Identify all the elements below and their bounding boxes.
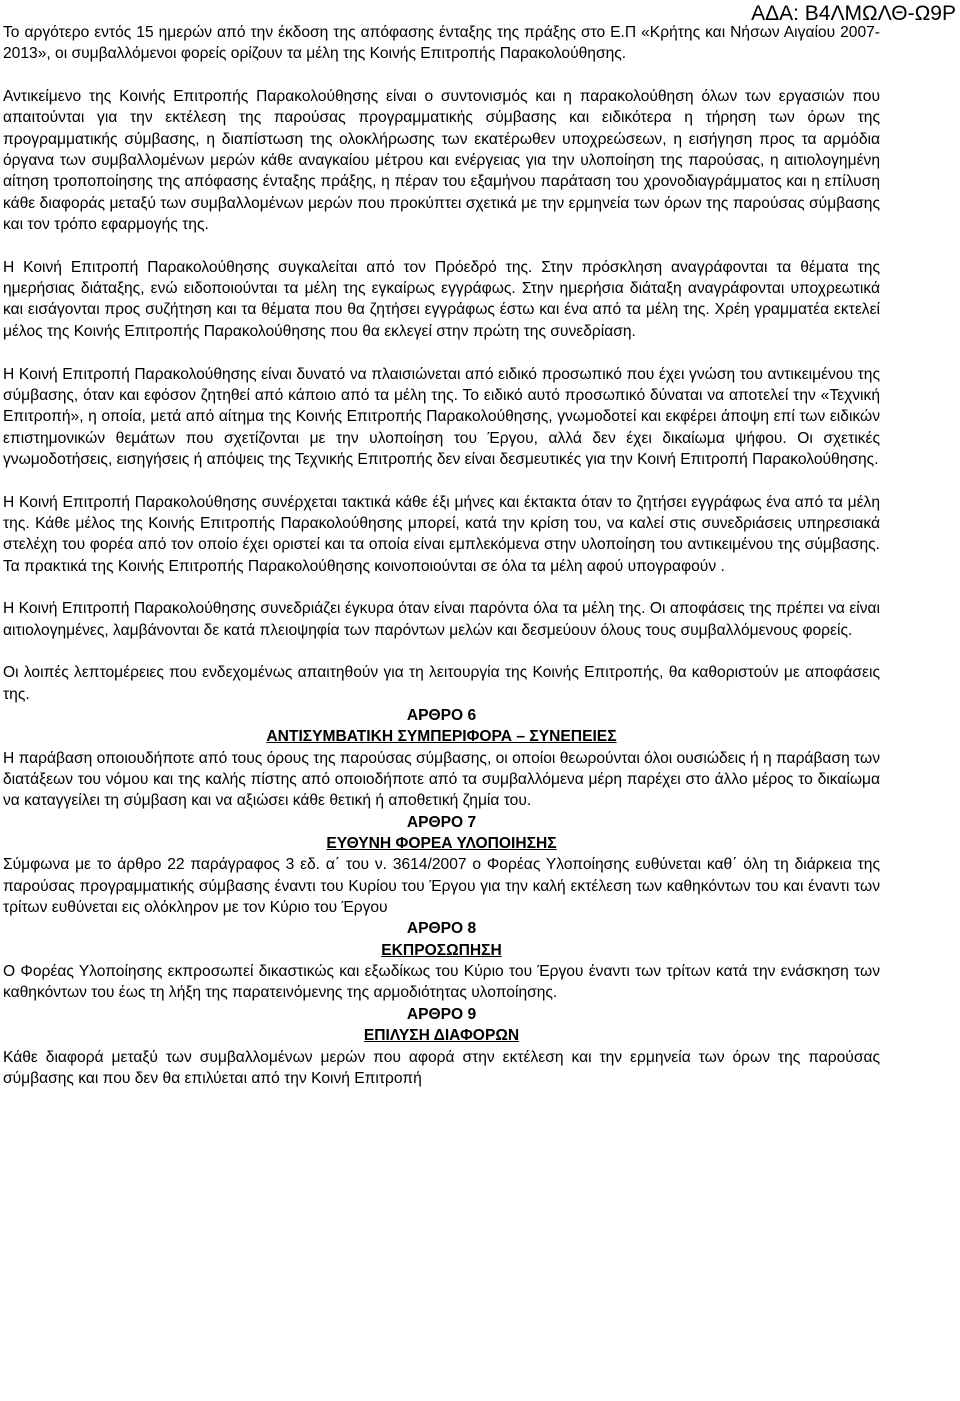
paragraph: Η Κοινή Επιτροπή Παρακολούθησης συγκαλείται από τον Πρόεδρό της. Στην πρόσκληση αναγράφονται τα θέματα της ημερήσιας διάταξης, ενώ ειδοποιούνται τα μέλη της εγκαίρως εγγράφως. Στην ημερήσια διάταξη αναγράφονται υποχρεωτικά και εισάγονται προς συζήτηση και τα θέματα που θα ζητήσει εγγράφως έστω και ένα από τα μέλη της. Χρέη γραμματέα εκτελεί μέλος της Κοινής Επιτροπής Παρακολούθησης που θα εκλεγεί στην πρώτη της συνεδρίαση.: [3, 258, 880, 340]
article-7-heading: ΕΥΘΥΝΗ ΦΟΡΕΑ ΥΛΟΠΟΙΗΣΗΣ: [326, 835, 557, 853]
ada-code: ΑΔΑ: Β4ΛΜΩΛΘ-Ω9Ρ: [751, 2, 956, 25]
article-6-text: Η παράβαση οποιουδήποτε από τους όρους της παρούσας σύμβασης, οι οποίοι θεωρούνται όλοι ουσιώδεις ή η παράβαση των διατάξεων του νόμου και της καλής πίστης από οποιοδήποτε από τα συμβαλλόμενα μέρη παρέχει στο άλλο μέρος το δικαίωμα να καταγγείλει τη σύμβαση και να αξιώσει κάθε θετική ή αποθετική ζημία του.: [3, 749, 880, 810]
article-7-title: ΑΡΘΡΟ 7: [406, 813, 477, 831]
paragraph: Η Κοινή Επιτροπή Παρακολούθησης είναι δυνατό να πλαισιώνεται από ειδικό προσωπικό που έχει γνώση του αντικειμένου της σύμβασης, όταν και εφόσον ζητηθεί από κάποιο από τα μέλη της. Το ειδικό αυτό προσωπικό δύναται να αποτελεί την «Τεχνική Επιτροπή», η οποία, μετά από αίτημα της Κοινής Επιτροπής Παρακολούθησης, γνωμοδοτεί και εκφέρει άποψη επί των ειδικών επιστημονικών θεμάτων που σχετίζονται με την υλοποίηση του Έργου, αλλά δεν έχει δικαίωμα ψήφου. Οι σχετικές γνωμοδοτήσεις, εισηγήσεις ή απόψεις της Τεχνικής Επιτροπής δεν είναι δεσμευτικές για την Κοινή Επιτροπή Παρακολούθησης.: [3, 365, 880, 468]
article-9-text: Κάθε διαφορά μεταξύ των συμβαλλομένων μερών που αφορά στην εκτέλεση και την ερμηνεία των όρων της παρούσας σύμβασης και που δεν θα επιλύεται από την Κοινή Επιτροπή: [3, 1048, 880, 1087]
article-8-title: ΑΡΘΡΟ 8: [406, 920, 477, 938]
paragraph: Αντικείμενο της Κοινής Επιτροπής Παρακολούθησης είναι ο συντονισμός και η παρακολούθηση όλων των εργασιών που απαιτούνται για την εκτέλεση της παρούσας προγραμματικής σύμβασης και ειδικότερα η τήρηση των όρων της προγραμματικής σύμβασης, η διαπίστωση της ολοκλήρωσης των εκατέρωθεν υποχρεώσεων, η εισήγηση προς τα αρμόδια όργανα των συμβαλλομένων μερών κάθε αναγκαίου μέτρου και ενέργειας για την υλοποίηση της παρούσας, η αιτιολογημένη αίτηση τροποποίησης της απόφασης ένταξης πράξης, η πέραν του εξαμήνου παράταση του χρονοδιαγράμματος και η επίλυση κάθε διαφοράς μεταξύ των συμβαλλομένων μερών που προκύπτει σχετικά με την ερμηνεία των όρων της παρούσας σύμβασης και τον τρόπο εφαρμογής της.: [3, 88, 880, 234]
document-body: [3, 22, 880, 1089]
article-6-heading: ΑΝΤΙΣΥΜΒΑΤΙΚΗ ΣΥΜΠΕΡΙΦΟΡΑ – ΣΥΝΕΠΕΙΕΣ: [266, 728, 617, 746]
paragraph: Οι λοιπές λεπτομέρειες που ενδεχομένως απαιτηθούν για τη λειτουργία της Κοινής Επιτροπής, θα καθοριστούν με αποφάσεις της.: [3, 664, 880, 703]
article-8-heading: ΕΚΠΡΟΣΩΠΗΣΗ: [381, 941, 502, 959]
article-7-text: Σύμφωνα με το άρθρο 22 παράγραφος 3 εδ. α΄ του ν. 3614/2007 ο Φορέας Υλοποίησης ευθύνεται καθ΄ όλη τη διάρκεια της παρούσας προγραμματικής σύμβασης έναντι του Κυρίου του Έργου για την καλή εκτέλεση των καθηκόντων του και έναντι των τρίτων ευθύνεται εις ολόκληρον με τον Κύριο του Έργου: [3, 856, 880, 917]
article-9-title: ΑΡΘΡΟ 9: [406, 1005, 477, 1023]
paragraph: Το αργότερο εντός 15 ημερών από την έκδοση της απόφασης ένταξης της πράξης στο Ε.Π «Κρήτης και Νήσων Αιγαίου 2007-2013», οι συμβαλλόμενοι φορείς ορίζουν τα μέλη της Κοινής Επιτροπής Παρακολούθησης.: [3, 24, 880, 63]
article-9-heading: ΕΠΙΛΥΣΗ ΔΙΑΦΟΡΩΝ: [363, 1027, 520, 1045]
article-8-text: Ο Φορέας Υλοποίησης εκπροσωπεί δικαστικώς και εξωδίκως του Κύριο του Έργου έναντι των τρίτων κατά την ενάσκηση των καθηκόντων του έως τη λήξη της παρατεινόμενης της αρμοδιότητας υλοποίησης.: [3, 963, 880, 1002]
article-6-title: ΑΡΘΡΟ 6: [406, 707, 477, 724]
paragraph: Η Κοινή Επιτροπή Παρακολούθησης συνέρχεται τακτικά κάθε έξι μήνες και έκτακτα όταν το ζητήσει εγγράφως ένα από τα μέλη της. Κάθε μέλος της Κοινής Επιτροπής Παρακολούθησης μπορεί, κατά την κρίση του, να καλεί στις συνεδριάσεις υπηρεσιακά στελέχη του φορέα από τον οποίο έχει οριστεί και τα οποία είναι εμπλεκόμενα στην υλοποίηση του αντικειμένου της σύμβασης. Τα πρακτικά της Κοινής Επιτροπής Παρακολούθησης κοινοποιούνται σε όλα τα μέλη αφού υπογραφούν .: [3, 493, 880, 575]
paragraph: Η Κοινή Επιτροπή Παρακολούθησης συνεδριάζει έγκυρα όταν είναι παρόντα όλα τα μέλη της. Οι αποφάσεις της πρέπει να είναι αιτιολογημένες, λαμβάνονται δε κατά πλειοψηφία των παρόντων μελών και δεσμεύουν όλους τους συμβαλλόμενους φορείς.: [3, 600, 880, 639]
